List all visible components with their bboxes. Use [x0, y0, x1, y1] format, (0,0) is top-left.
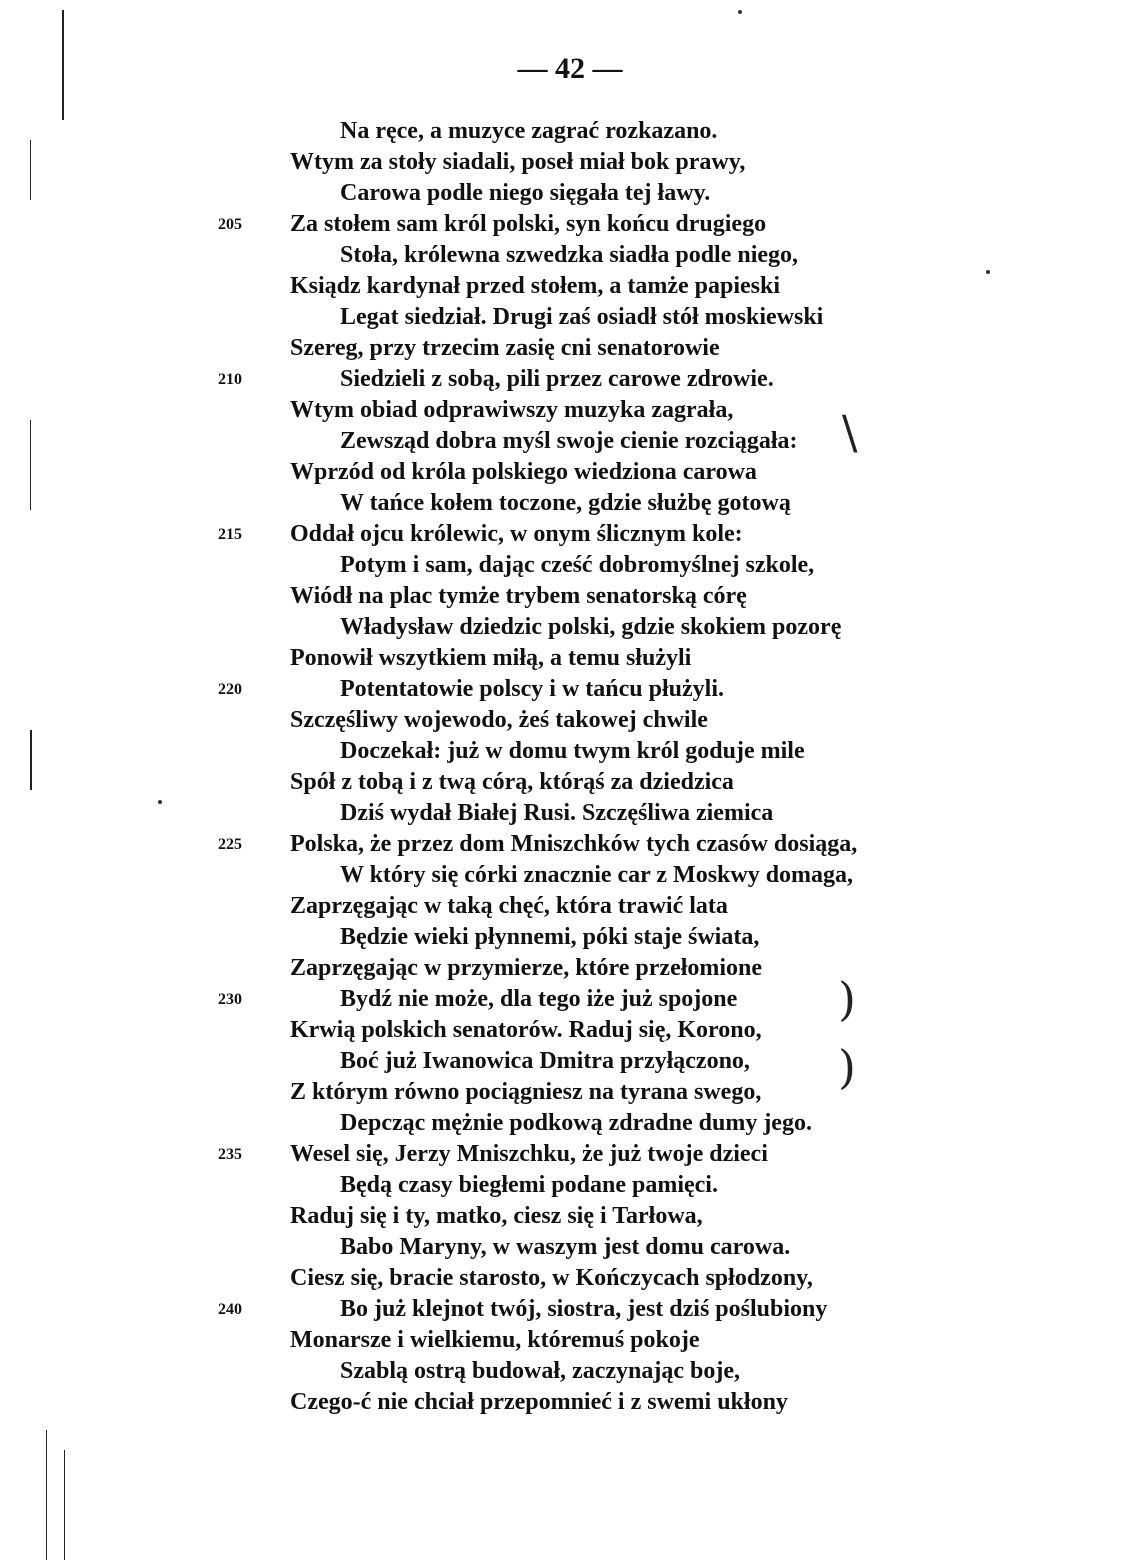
verse-text: Zaprzęgając w taką chęć, która trawić lata	[290, 893, 728, 919]
verse-text: Potentatowie polscy i w tańcu płużyli.	[340, 676, 724, 702]
verse-text: Doczekał: już w domu twym król goduje mile	[340, 738, 805, 764]
page-number: — 42 —	[517, 52, 623, 85]
verse-text: Ksiądz kardynał przed stołem, a tamże papieski	[290, 273, 780, 299]
verse-text: Za stołem sam król polski, syn końcu drugiego	[290, 211, 767, 237]
poem-line	[0, 798, 1140, 829]
poem-line	[0, 1356, 1140, 1387]
verse-text: Babo Maryny, w waszym jest domu carowa.	[340, 1234, 791, 1260]
verse-text: Krwią polskich senatorów. Raduj się, Korono,	[290, 1017, 762, 1043]
poem-line	[0, 1170, 1140, 1201]
poem-line	[0, 1201, 1140, 1232]
poem-line	[0, 953, 1140, 984]
poem-line	[0, 333, 1140, 364]
poem-line	[0, 550, 1140, 581]
verse-text: Wesel się, Jerzy Mniszchku, że już twoje dzieci	[290, 1141, 768, 1167]
pencil-mark: )	[838, 1040, 856, 1094]
verse-number: 215	[218, 526, 242, 543]
verse-number: 220	[218, 681, 242, 698]
verse-text: Władysław dziedzic polski, gdzie skokiem pozorę	[340, 614, 842, 640]
poem-line	[0, 271, 1140, 302]
poem-line	[0, 209, 1140, 240]
pencil-mark: \	[842, 405, 858, 459]
poem-line	[0, 1108, 1140, 1139]
verse-text: Szablą ostrą budował, zaczynając boje,	[340, 1358, 740, 1384]
poem-line	[0, 395, 1140, 426]
poem-line	[0, 457, 1140, 488]
verse-text: Wiódł na plac tymże trybem senatorską córę	[290, 583, 747, 609]
verse-text: Bydź nie może, dla tego iże już spojone	[340, 986, 738, 1012]
poem-line	[0, 147, 1140, 178]
poem-line	[0, 581, 1140, 612]
poem-line	[0, 705, 1140, 736]
verse-text: Wtym obiad odprawiwszy muzyka zagrała,	[290, 397, 734, 423]
verse-text: Boć już Iwanowica Dmitra przyłączono,	[340, 1048, 750, 1074]
poem-line	[0, 736, 1140, 767]
verse-text: Legat siedział. Drugi zaś osiadł stół moskiewski	[340, 304, 824, 330]
verse-text: Dziś wydał Białej Rusi. Szczęśliwa ziemica	[340, 800, 774, 826]
verse-text: Carowa podle niego sięgała tej ławy.	[340, 180, 711, 206]
poem-line	[0, 488, 1140, 519]
verse-text: Zaprzęgając w przymierze, które przełomione	[290, 955, 763, 981]
verse-text: Siedzieli z sobą, pili przez carowe zdrowie.	[340, 366, 774, 392]
poem-line	[0, 767, 1140, 798]
verse-number: 235	[218, 1146, 242, 1163]
poem-line	[0, 1232, 1140, 1263]
poem-line	[0, 519, 1140, 550]
verse-text: Szczęśliwy wojewodo, żeś takowej chwile	[290, 707, 708, 733]
poem-line	[0, 426, 1140, 457]
verse-number: 210	[218, 371, 242, 388]
verse-text: Monarsze i wielkiemu, któremuś pokoje	[290, 1327, 700, 1353]
verse-number: 225	[218, 836, 242, 853]
poem-line	[0, 1325, 1140, 1356]
poem-line	[0, 1263, 1140, 1294]
poem-line	[0, 240, 1140, 271]
poem-line	[0, 829, 1140, 860]
speck	[738, 10, 742, 14]
verse-text: Raduj się i ty, matko, ciesz się i Tarłowa,	[290, 1203, 703, 1229]
poem-line	[0, 891, 1140, 922]
poem-text	[0, 116, 1140, 1418]
poem-line	[0, 922, 1140, 953]
poem-line	[0, 612, 1140, 643]
poem-line	[0, 116, 1140, 147]
verse-text: Stoła, królewna szwedzka siadła podle niego,	[340, 242, 799, 268]
poem-line	[0, 1294, 1140, 1325]
verse-number: 230	[218, 991, 242, 1008]
verse-text: Ponowił wszytkiem miłą, a temu służyli	[290, 645, 692, 671]
poem-line	[0, 178, 1140, 209]
verse-text: Potym i sam, dając cześć dobromyślnej szkole,	[340, 552, 815, 578]
verse-text: Z którym równo pociągniesz na tyrana swego,	[290, 1079, 762, 1105]
poem-line	[0, 364, 1140, 395]
verse-text: Bo już klejnot twój, siostra, jest dziś poślubiony	[340, 1296, 828, 1322]
poem-line	[0, 674, 1140, 705]
verse-text: W tańce kołem toczone, gdzie służbę gotową	[340, 490, 791, 516]
verse-text: Polska, że przez dom Mniszchków tych czasów dosiąga,	[290, 831, 858, 857]
verse-text: Depcząc mężnie podkową zdradne dumy jego.	[340, 1110, 812, 1136]
margin-edge-mark	[64, 1450, 65, 1560]
verse-text: Wprzód od króla polskiego wiedziona carowa	[290, 459, 757, 485]
verse-text: Będą czasy biegłemi podane pamięci.	[340, 1172, 718, 1198]
verse-text: Czego-ć nie chciał przepomnieć i z swemi ukłony	[290, 1389, 788, 1415]
verse-text: Spół z tobą i z twą córą, którąś za dziedzica	[290, 769, 734, 795]
poem-line	[0, 860, 1140, 891]
poem-line	[0, 302, 1140, 333]
pencil-mark: )	[838, 972, 856, 1026]
poem-line	[0, 1139, 1140, 1170]
verse-text: Wtym za stoły siadali, poseł miał bok prawy,	[290, 149, 746, 175]
verse-text: Oddał ojcu królewic, w onym ślicznym kole:	[290, 521, 743, 547]
poem-line	[0, 984, 1140, 1015]
poem-line	[0, 1046, 1140, 1077]
verse-text: Będzie wieki płynnemi, póki staje świata,	[340, 924, 760, 950]
verse-text: Ciesz się, bracie starosto, w Kończycach spłodzony,	[290, 1265, 813, 1291]
poem-line	[0, 1387, 1140, 1418]
verse-text: Zewsząd dobra myśl swoje cienie rozciągała:	[340, 428, 798, 454]
verse-text: W który się córki znacznie car z Moskwy domaga,	[340, 862, 854, 888]
poem-line	[0, 643, 1140, 674]
verse-number: 240	[218, 1301, 242, 1318]
poem-line	[0, 1077, 1140, 1108]
verse-text: Szereg, przy trzecim zasię cni senatorowie	[290, 335, 720, 361]
poem-line	[0, 1015, 1140, 1046]
verse-number: 205	[218, 216, 242, 233]
verse-text: Na ręce, a muzyce zagrać rozkazano.	[340, 118, 718, 144]
margin-edge-mark	[46, 1430, 47, 1560]
